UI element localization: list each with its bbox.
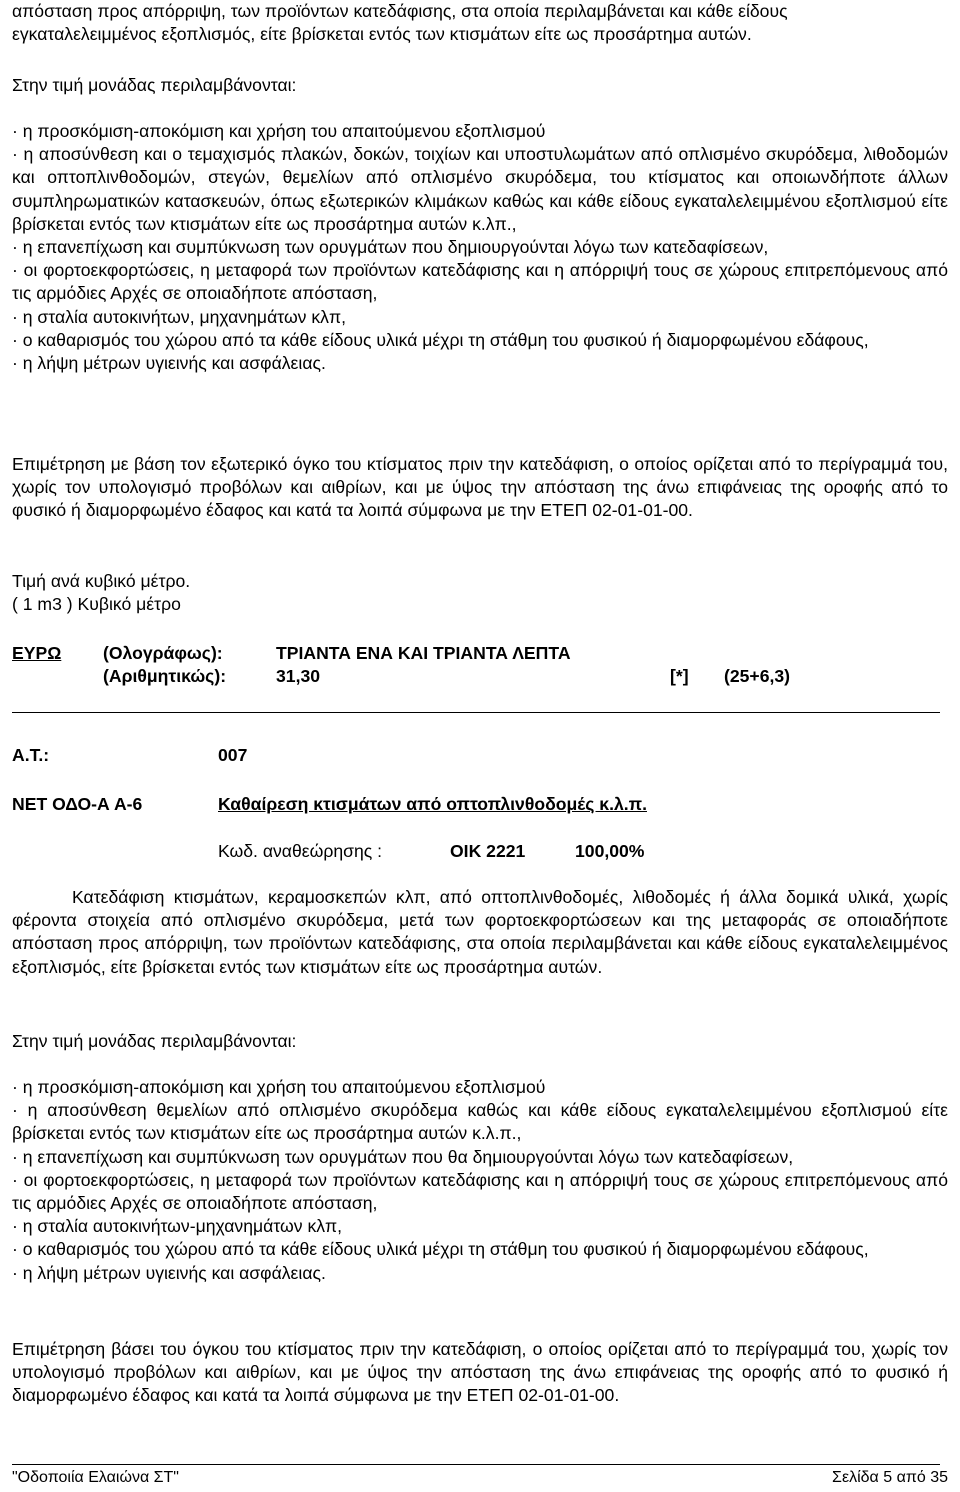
currency-label: ΕΥΡΩ [12, 643, 62, 663]
bullet-item: · η σταλία αυτοκινήτων, μηχανημάτων κλπ, [12, 306, 346, 327]
bullet-list-2 [0, 1076, 960, 1285]
item-description-text: Κατεδάφιση κτισμάτων, κεραμοσκεπών κλπ, από οπτοπλινθοδομές, λιθοδομές ή άλλα δομικά υλικά, χωρίς φέροντα στοιχεία από οπλισμένο σκυρόδεμα, μετά των φορτοεκφορτώσεων και της μεταφοράς σε οποιαδήποτε απόσταση προς απόρριψη, των προϊόντων κατεδάφισης, στα οποία περιλαμβάνεται και κάθε είδους εγκαταλελειμμένος εξοπλισμός, είτε βρίσκεται εντός των κτισμάτων είτε ως προσάρτημα αυτών. [12, 887, 948, 977]
footer-project: "Οδοποιία Ελαιώνα ΣΤ" [12, 1469, 179, 1486]
bullet-item: · η λήψη μέτρων υγιεινής και ασφάλειας. [12, 353, 326, 374]
bullet-item: · η αποσύνθεση και ο τεμαχισμός πλακών, δοκών, τοιχίων και υποστυλωμάτων από οπλισμένο σκυρόδεμα, λιθοδομών και οπτοπλινθοδομών, στεγών, θεμελίων από οπλισμένο σκυρόδεμα, του κτίσματος και οποιωνδήποτε άλλων συμπληρωματικών κατασκευών, όπως εξωτερικών κλιμάκων καθώς και κάθε είδους εγκαταλελειμμένου εξοπλισμού είτε βρίσκεται εντός των κτισμάτων είτε ως προσάρτημα αυτών κ.λπ., [12, 144, 948, 234]
bullet-item: · ο καθαρισμός του χώρου από τα κάθε είδους υλικά μέχρι τη στάθμη του φυσικού ή διαμορφωμένου εδάφους, [12, 329, 869, 350]
bullet-item: · η προσκόμιση-αποκόμιση και χρήση του απαιτούμενου εξοπλισμού [12, 1077, 546, 1097]
revision-code: ΟΙΚ 2221 [450, 841, 526, 861]
price-formula: (25+6,3) [724, 666, 791, 686]
includes-heading-text: Στην τιμή μονάδας περιλαμβάνονται: [12, 75, 297, 95]
digits-label: (Αριθμητικώς): [103, 666, 227, 686]
bullet-item: · οι φορτοεκφορτώσεις, η μεταφορά των προϊόντων κατεδάφισης και η απόρριψή τους σε χώρους επιτρεπόμενους από τις αρμόδιες Αρχές σε οποιαδήποτε απόσταση, [12, 260, 948, 304]
revision-percent: 100,00% [575, 841, 645, 861]
measurement-paragraph-1 [0, 453, 960, 523]
bullet-item: · η σταλία αυτοκινήτων-μηχανημάτων κλπ, [12, 1216, 343, 1237]
words-value: ΤΡΙΑΝΤΑ ΕΝΑ ΚΑΙ ΤΡΙΑΝΤΑ ΛΕΠΤΑ [276, 643, 571, 663]
item-description [0, 886, 960, 979]
price-marker: [*] [670, 666, 689, 686]
at-label: Α.Τ.: [12, 745, 50, 765]
item-code: ΝΕΤ ΟΔΟ-Α Α-6 [12, 794, 143, 814]
includes-heading-2 [0, 1030, 960, 1053]
continuation-line-2: εγκαταλελειμμένος εξοπλισμός, είτε βρίσκεται εντός των κτισμάτων είτε ως προσάρτημα αυτών. [12, 24, 752, 45]
bullet-item: · η προσκόμιση-αποκόμιση και χρήση του απαιτούμενου εξοπλισμού [12, 121, 546, 141]
footer-page-number: Σελίδα 5 από 35 [832, 1469, 948, 1486]
at-value: 007 [218, 745, 248, 765]
footer-divider [12, 1464, 940, 1465]
bullet-list-1 [0, 120, 960, 375]
bullet-item: · η λήψη μέτρων υγιεινής και ασφάλειας. [12, 1262, 326, 1283]
unit-block [0, 570, 960, 616]
measurement-paragraph-2 [0, 1338, 960, 1408]
unit-line-1: Τιμή ανά κυβικό μέτρο. [12, 571, 191, 591]
bullet-item: · οι φορτοεκφορτώσεις, η μεταφορά των προϊόντων κατεδάφισης και η απόρριψή τους σε χώρους επιτρεπόμενους από τις αρμόδιες Αρχές σε οποιαδήποτε απόσταση, [12, 1169, 948, 1214]
continuation-line-1: απόσταση προς απόρριψη, των προϊόντων κατεδάφισης, στα οποία περιλαμβάνεται και κάθε είδους [12, 1, 788, 21]
revision-label: Κωδ. αναθεώρησης : [218, 841, 383, 861]
includes-heading-text: Στην τιμή μονάδας περιλαμβάνονται: [12, 1031, 297, 1051]
bullet-item: · η αποσύνθεση θεμελίων από οπλισμένο σκυρόδεμα καθώς και κάθε είδους εγκαταλελειμμένου εξοπλισμού είτε βρίσκεται εντός των κτισμάτων είτε ως προσάρτημα αυτών κ.λ.π., [12, 1100, 948, 1144]
unit-line-2: ( 1 m3 ) Κυβικό μέτρο [12, 594, 181, 615]
measurement-text: Επιμέτρηση βάσει του όγκου του κτίσματος πριν την κατεδάφιση, ο οποίος ορίζεται από το περίγραμμά του, χωρίς τον υπολογισμό προβόλων και αιθρίων, και με ύψος την απόσταση της άνω επιφάνειας της οροφής από το φυσικό ή διαμορφωμένο έδαφος και κατά τα λοιπά σύμφωνα με την ΕΤΕΠ 02-01-01-00. [12, 1339, 948, 1406]
continuation-paragraph [0, 0, 960, 46]
section-divider [12, 712, 940, 713]
digits-value: 31,30 [276, 666, 321, 686]
bullet-item: · η επανεπίχωση και συμπύκνωση των ορυγμάτων που δημιουργούνται λόγω των κατεδαφίσεων, [12, 237, 769, 258]
measurement-text: Επιμέτρηση με βάση τον εξωτερικό όγκο του κτίσματος πριν την κατεδάφιση, ο οποίος ορίζεται από το περίγραμμά του, χωρίς τον υπολογισμό προβόλων και αιθρίων, και με ύψος την απόσταση της άνω επιφάνειας της οροφής από το φυσικό ή διαμορφωμένο έδαφος και κατά τα λοιπά σύμφωνα με την ΕΤΕΠ 02-01-01-00. [12, 454, 948, 521]
item-title: Καθαίρεση κτισμάτων από οπτοπλινθοδομές κ.λ.π. [218, 794, 647, 814]
bullet-item: · ο καθαρισμός του χώρου από τα κάθε είδους υλικά μέχρι τη στάθμη του φυσικού ή διαμορφωμένου εδάφους, [12, 1239, 869, 1260]
includes-heading-1 [0, 74, 960, 97]
bullet-item: · η επανεπίχωση και συμπύκνωση των ορυγμάτων που θα δημιουργούνται λόγω των κατεδαφίσεων, [12, 1146, 794, 1167]
words-label: (Ολογράφως): [103, 643, 223, 663]
